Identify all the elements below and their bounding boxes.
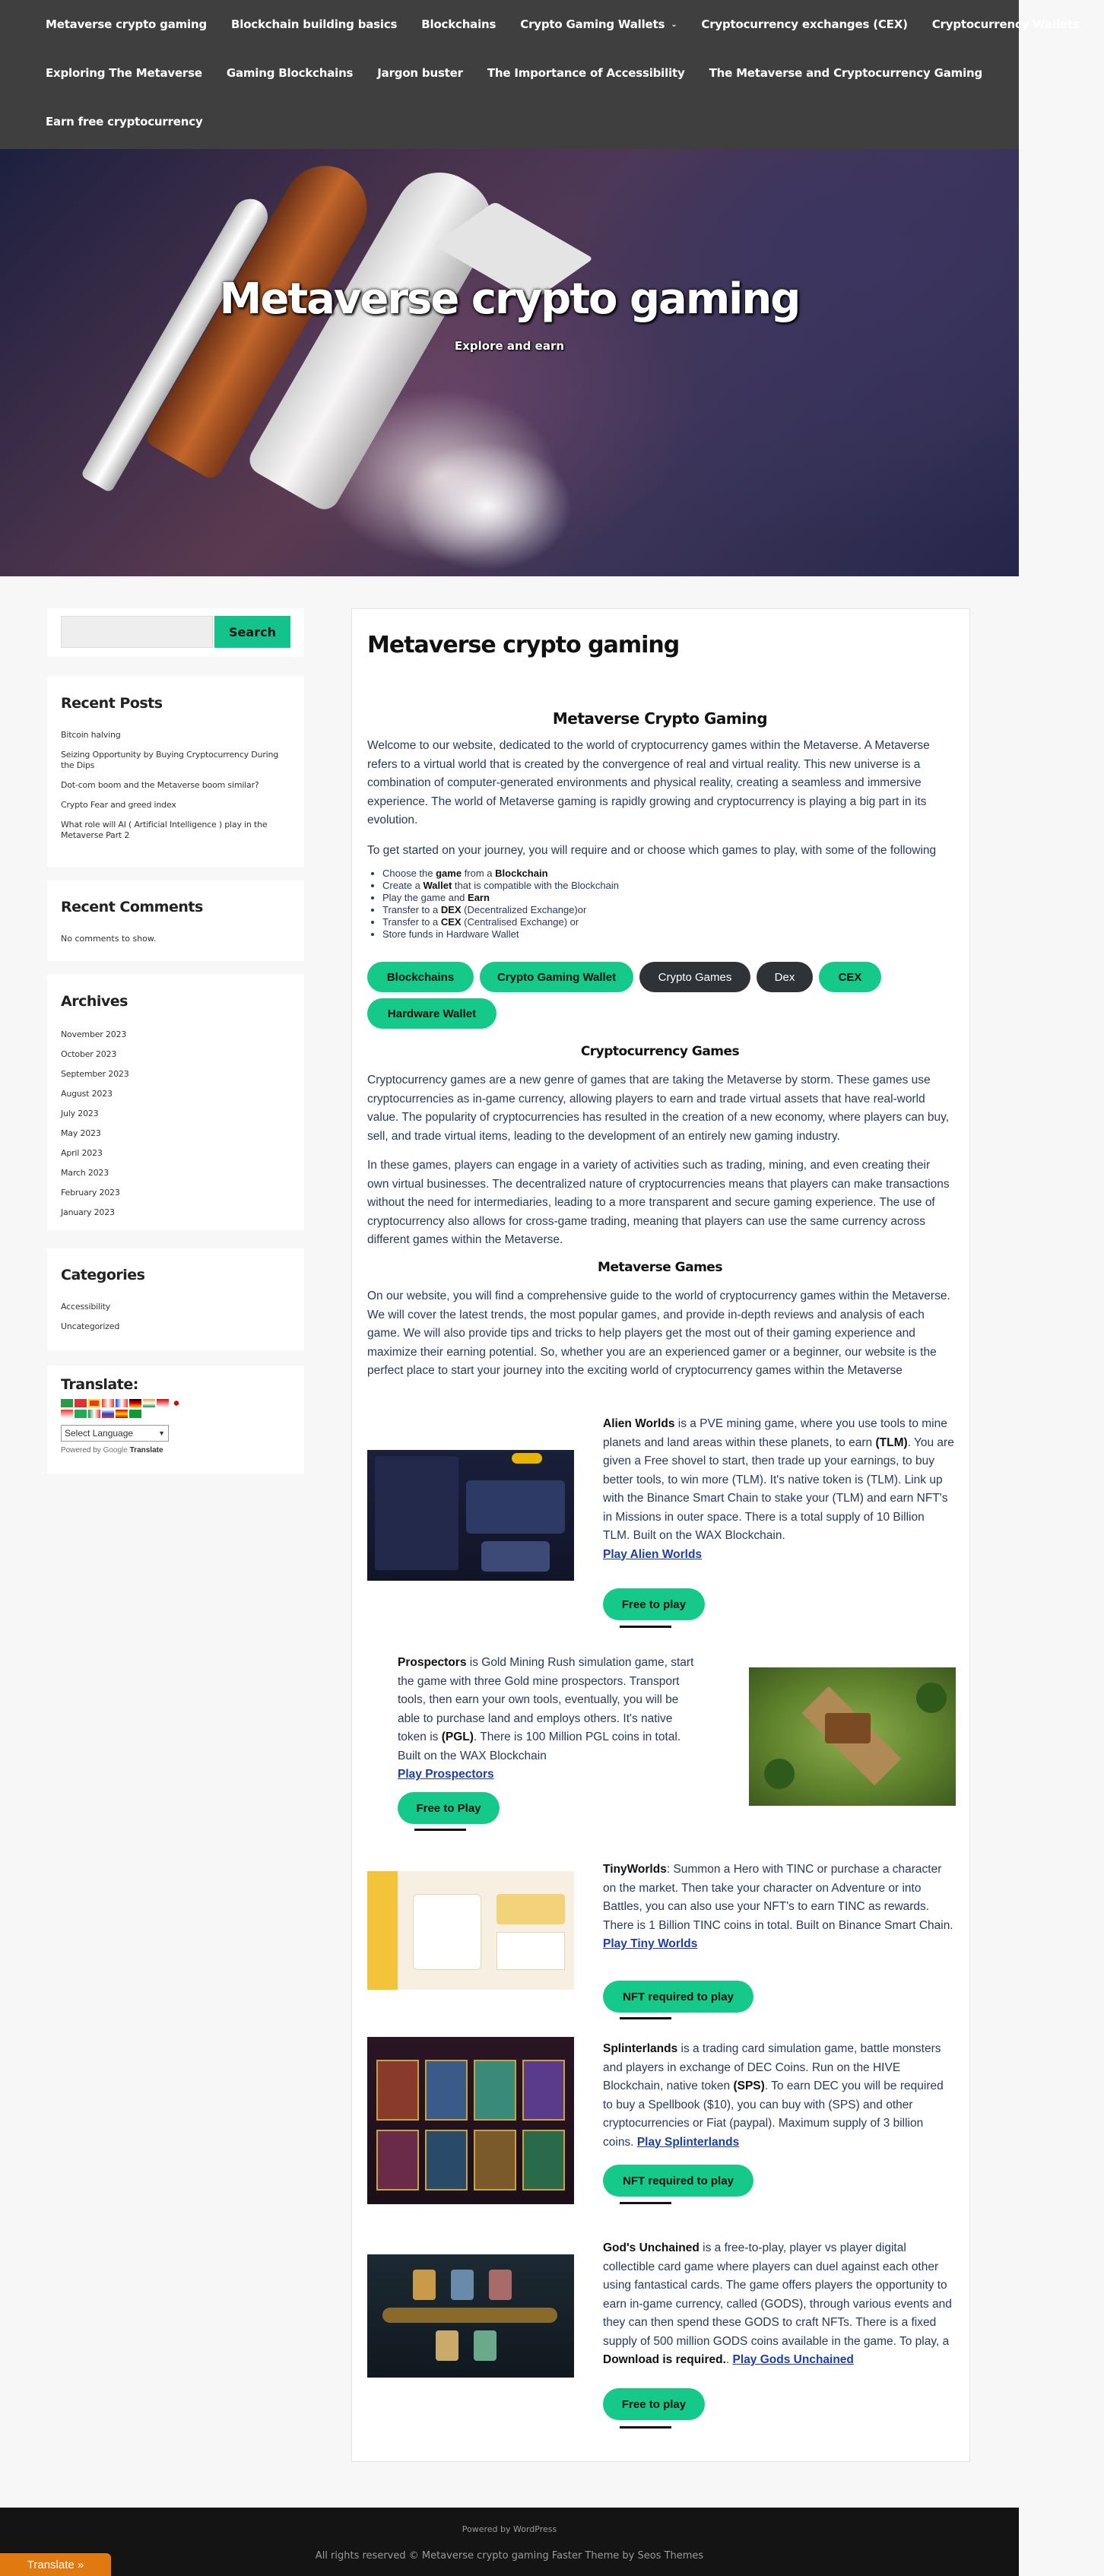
pill-blockchains[interactable]: Blockchains [367, 962, 474, 992]
steps-list [379, 868, 957, 941]
recent-post-link[interactable]: Dot-com boom and the Metaverse boom similar? [61, 780, 259, 790]
recent-post-link[interactable]: Seizing Opportunity by Buying Cryptocurrency During the Dips [61, 750, 279, 770]
archive-link[interactable]: April 2023 [61, 1148, 103, 1158]
play-splinterlands-link[interactable]: Play Splinterlands [636, 2135, 740, 2149]
language-select-label: Select Language [65, 1428, 134, 1439]
play-prospectors-link[interactable]: Play Prospectors [398, 1768, 494, 1781]
nav-item-blockchain-building-basics[interactable]: Blockchain building basics [231, 17, 398, 31]
recent-comments-widget [47, 880, 304, 961]
flag-icon[interactable] [75, 1410, 87, 1418]
splinterlands-description: Splinterlands is a trading card simulation game, battle monsters and players in exchange of DEC Coins. Run on the HIVE Blockchain, native token (SPS). To earn DEC you will be required to buy a Spellbook ($10), you can buy with (SPS) and other cryptocurrencies or Fiat (paypal). Maximum supply of 3 billion coins. Play Splinterlands [603, 2042, 944, 2149]
language-select[interactable] [61, 1425, 169, 1442]
nav-item-cex[interactable]: Cryptocurrency exchanges (CEX) [701, 17, 908, 31]
pill-cex[interactable]: CEX [819, 962, 881, 992]
tinyworlds-description: TinyWorlds: Summon a Hero with TINC or purchase a character on the market. Then take your character on Adventure or into Battles, you can also use your NFT's to earn TINC as rewards. There is 1 Billion TINC coins in total. Built on Binance Smart Chain. Play Tiny Worlds [603, 1863, 953, 1950]
archive-link[interactable]: March 2023 [61, 1168, 109, 1178]
step-item: • Play the game and Earn [382, 892, 957, 904]
nav-item-exploring-metaverse[interactable]: Exploring The Metaverse [46, 66, 202, 80]
recent-posts-list [61, 730, 290, 841]
splinterlands-screenshot [367, 2037, 574, 2204]
section-heading-metaverse-crypto-gaming: Metaverse Crypto Gaming [552, 709, 768, 728]
crypto-games-paragraph-1: Cryptocurrency games are a new genre of games that are taking the Metaverse by storm. These games use cryptocurrencies as in-game currency, allowing players to earn and trade virtual assets that have real-world value. The popularity of cryptocurrencies has resulted in the creation of a new economy, where players can buy, sell, and trade virtual items, leading to the development of an entirely new gaming industry. [367, 1074, 950, 1143]
pill-hardware-wallet[interactable]: Hardware Wallet [367, 998, 496, 1029]
translate-title: Translate: [61, 1376, 138, 1393]
prospectors-free-to-play-button[interactable]: Free to Play [398, 1792, 500, 1824]
nav-item-gaming-blockchains[interactable]: Gaming Blockchains [226, 66, 354, 80]
play-gods-unchained-link[interactable]: Play Gods Unchained [732, 2353, 854, 2366]
language-flags [61, 1399, 190, 1420]
nav-item-jargon-buster[interactable]: Jargon buster [377, 66, 463, 80]
nav-item-cryptocurrency-wallets[interactable]: Cryptocurrency Wallets [931, 17, 1080, 31]
nav-item-label: Crypto Gaming Wallets [520, 17, 665, 31]
pill-crypto-gaming-wallet[interactable]: Crypto Gaming Wallet [480, 962, 633, 992]
flag-icon[interactable] [116, 1399, 128, 1407]
recent-post-link[interactable]: Crypto Fear and greed index [61, 800, 176, 810]
tinyworlds-nft-required-button[interactable]: NFT required to play [603, 1981, 753, 2013]
divider [620, 2426, 671, 2428]
gods-unchained-name: God's Unchained [603, 2241, 700, 2254]
powered-by-label: Powered by [61, 1446, 101, 1455]
search-button[interactable]: Search [214, 616, 290, 648]
copyright-text: All rights reserved © Metaverse crypto gaming Faster Theme by Seos Themes [315, 2550, 704, 2562]
crypto-games-paragraph-2: In these games, players can engage in a variety of activities such as trading, mining, and even creating their own virtual businesses. The decentralized nature of cryptocurrencies means that players can make transactions without the need for intermediaries, leading to a more transparent and secure gaming experience. The use of cryptocurrency also allows for cross-game trading, meaning that players can use the same currency across different games within the Metaverse. [367, 1159, 950, 1246]
get-started-paragraph: To get started on your journey, you will require and or choose which games to play, with some of the following [367, 844, 937, 857]
categories-list [61, 1302, 290, 1332]
google-logo: Google [103, 1446, 128, 1455]
recent-posts-title: Recent Posts [61, 695, 163, 712]
alien-worlds-screenshot [367, 1450, 574, 1581]
flag-icon[interactable] [157, 1399, 169, 1407]
archives-widget [47, 975, 304, 1230]
flag-icon[interactable] [61, 1399, 73, 1407]
archives-title: Archives [61, 993, 128, 1010]
flag-icon[interactable] [88, 1399, 100, 1407]
site-title[interactable]: Metaverse crypto gaming [219, 274, 800, 324]
tinyworlds-screenshot [367, 1871, 574, 1990]
flag-icon[interactable] [116, 1410, 128, 1418]
archive-link[interactable]: October 2023 [61, 1049, 117, 1059]
top-navigation [0, 0, 1080, 149]
hero-banner [0, 149, 1019, 576]
archive-link[interactable]: July 2023 [61, 1109, 99, 1118]
step-item: • Create a Wallet that is compatible with the Blockchain [382, 880, 957, 892]
archive-link[interactable]: August 2023 [61, 1089, 113, 1099]
recent-posts-widget [47, 677, 304, 867]
flag-icon[interactable] [61, 1410, 73, 1418]
category-link[interactable]: Accessibility [61, 1302, 111, 1312]
flag-icon[interactable] [102, 1399, 114, 1407]
nav-item-earn-free-crypto[interactable]: Earn free cryptocurrency [46, 115, 203, 128]
flag-icon[interactable] [75, 1399, 87, 1407]
prospectors-name: Prospectors [398, 1656, 467, 1669]
archive-link[interactable]: May 2023 [61, 1128, 101, 1138]
nav-row-2 [46, 49, 1007, 97]
splinterlands-name: Splinterlands [603, 2042, 678, 2055]
archive-link[interactable]: November 2023 [61, 1029, 127, 1039]
translate-link[interactable]: Translate [129, 1446, 163, 1455]
step-item: • Choose the game from a Blockchain [382, 868, 957, 880]
recent-post-link[interactable]: What role will AI ( Artificial Intelligence ) play in the Metaverse Part 2 [61, 820, 268, 840]
google-translate-attribution [61, 1446, 290, 1455]
nav-item-blockchains[interactable]: Blockchains [421, 17, 496, 31]
nav-row-3 [46, 97, 227, 146]
categories-widget [47, 1248, 304, 1350]
flag-icon[interactable] [129, 1410, 141, 1418]
gods-unchained-screenshot [367, 2254, 574, 2378]
prospectors-screenshot [749, 1667, 956, 1806]
translate-widget [47, 1366, 304, 1474]
chevron-down-icon: ⌄ [671, 20, 677, 29]
recent-post-link[interactable]: Bitcoin halving [61, 730, 121, 740]
gods-unchained-description: God's Unchained is a free-to-play, player vs player digital collectible card game where players can duel against each other using fantastical cards. The game offers players the opportunity to earn in-game currency, called (GODS), through various events and they can then spend these GODS to craft NFTs. There is a fixed supply of 500 million GODS coins available in the game. To play, a Download is required.. Play Gods Unchained [603, 2241, 952, 2366]
pill-dex[interactable]: Dex [757, 962, 813, 992]
alien-worlds-description: Alien Worlds is a PVE mining game, where you use tools to mine planets and land areas within these planets, to earn (TLM). You are given a Free shovel to start, then trade up your earnings, to buy better tools, to win more (TLM). It's native token is (TLM). Link up with the Binance Smart Chain to stake your (TLM) and earn NFT's in Missions in outer space. There is a total supply of 10 Billion TLM. Built on the WAX Blockchain. Play Alien Worlds [603, 1417, 954, 1561]
search-input[interactable] [61, 616, 213, 648]
flag-icon[interactable] [102, 1410, 114, 1418]
pill-crypto-games[interactable]: Crypto Games [639, 962, 750, 992]
nav-item-metaverse-crypto-gaming[interactable]: Metaverse crypto gaming [46, 17, 208, 31]
prospectors-description: Prospectors is Gold Mining Rush simulation game, start the game with three Gold mine prospectors. Transport tools, then earn your own tools, eventually, you will be able to purchase land and employs others. It's native token is (PGL). There is 100 Million PGL coins in total. Built on the WAX Blockchain Play Prospectors [398, 1656, 694, 1781]
play-tiny-worlds-link[interactable]: Play Tiny Worlds [603, 1937, 698, 1950]
translate-tab-button[interactable]: Translate » [0, 2553, 111, 2576]
tinyworlds-name: TinyWorlds [603, 1863, 667, 1876]
flag-icon[interactable] [129, 1399, 141, 1407]
step-item: • Transfer to a CEX (Centralised Exchange) or [382, 916, 957, 928]
archive-link[interactable]: September 2023 [61, 1069, 129, 1079]
nav-item-accessibility[interactable]: The Importance of Accessibility [487, 66, 685, 80]
divider [414, 1829, 466, 1831]
divider [620, 2017, 671, 2019]
splinterlands-nft-required-button[interactable]: NFT required to play [603, 2165, 753, 2197]
section-heading-cryptocurrency-games: Cryptocurrency Games [580, 1044, 740, 1059]
flag-icon[interactable] [143, 1399, 155, 1407]
page-title: Metaverse crypto gaming [367, 632, 680, 658]
categories-title: Categories [61, 1267, 145, 1283]
flag-icon[interactable] [170, 1399, 182, 1407]
flag-icon[interactable] [88, 1410, 100, 1418]
step-item: • Store funds in Hardware Wallet [382, 928, 957, 941]
chevron-down-icon: ▼ [158, 1429, 165, 1437]
main-article [351, 608, 970, 2462]
alien-worlds-free-to-play-button[interactable]: Free to play [603, 1588, 705, 1620]
nav-item-metaverse-and-crypto-gaming[interactable]: The Metaverse and Cryptocurrency Gaming [709, 66, 983, 80]
recent-comments-title: Recent Comments [61, 899, 203, 915]
intro-paragraph: Welcome to our website, dedicated to the world of cryptocurrency games within the Metaverse. A Metaverse refers to a virtual world that is created by the convergence of real and virtual reality. This new universe is a combination of computer-generated environments and physical reality, creating a seamless and immersive experience. The world of Metaverse gaming is rapidly growing and cryptocurrency is playing a big part in its evolution. [367, 739, 930, 826]
section-heading-metaverse-games: Metaverse Games [598, 1260, 722, 1275]
category-link[interactable]: Uncategorized [61, 1321, 120, 1331]
site-footer [0, 2508, 1019, 2576]
archives-list [61, 1029, 290, 1218]
archive-link[interactable]: January 2023 [61, 1207, 115, 1217]
play-alien-worlds-link[interactable]: Play Alien Worlds [603, 1547, 703, 1561]
no-comments-text: No comments to show. [61, 934, 157, 944]
archive-link[interactable]: February 2023 [61, 1188, 120, 1198]
nav-row-1 [46, 0, 1104, 49]
metaverse-games-paragraph: On our website, you will find a comprehensive guide to the world of cryptocurrency games within the Metaverse. We will cover the latest trends, the most popular games, and provide in-depth reviews and analysis of each game. We will also provide tips and tricks to help players get the most out of their gaming experience and maximize their earning potential. So, whether you are an experienced gamer or a beginner, our website is the perfect place to start your journey into the exciting world of cryptocurrency games within the Metaverse [367, 1290, 950, 1377]
alien-worlds-name: Alien Worlds [603, 1417, 675, 1430]
site-tagline: Explore and earn [454, 339, 565, 353]
divider [620, 2202, 671, 2204]
search-widget [47, 608, 304, 657]
step-item: • Transfer to a DEX (Decentralized Exchange)or [382, 904, 957, 916]
divider [620, 1626, 671, 1628]
gods-unchained-free-to-play-button[interactable]: Free to play [603, 2388, 705, 2420]
nav-item-crypto-gaming-wallets[interactable] [520, 17, 677, 31]
powered-by-wordpress[interactable]: Powered by WordPress [462, 2524, 557, 2534]
